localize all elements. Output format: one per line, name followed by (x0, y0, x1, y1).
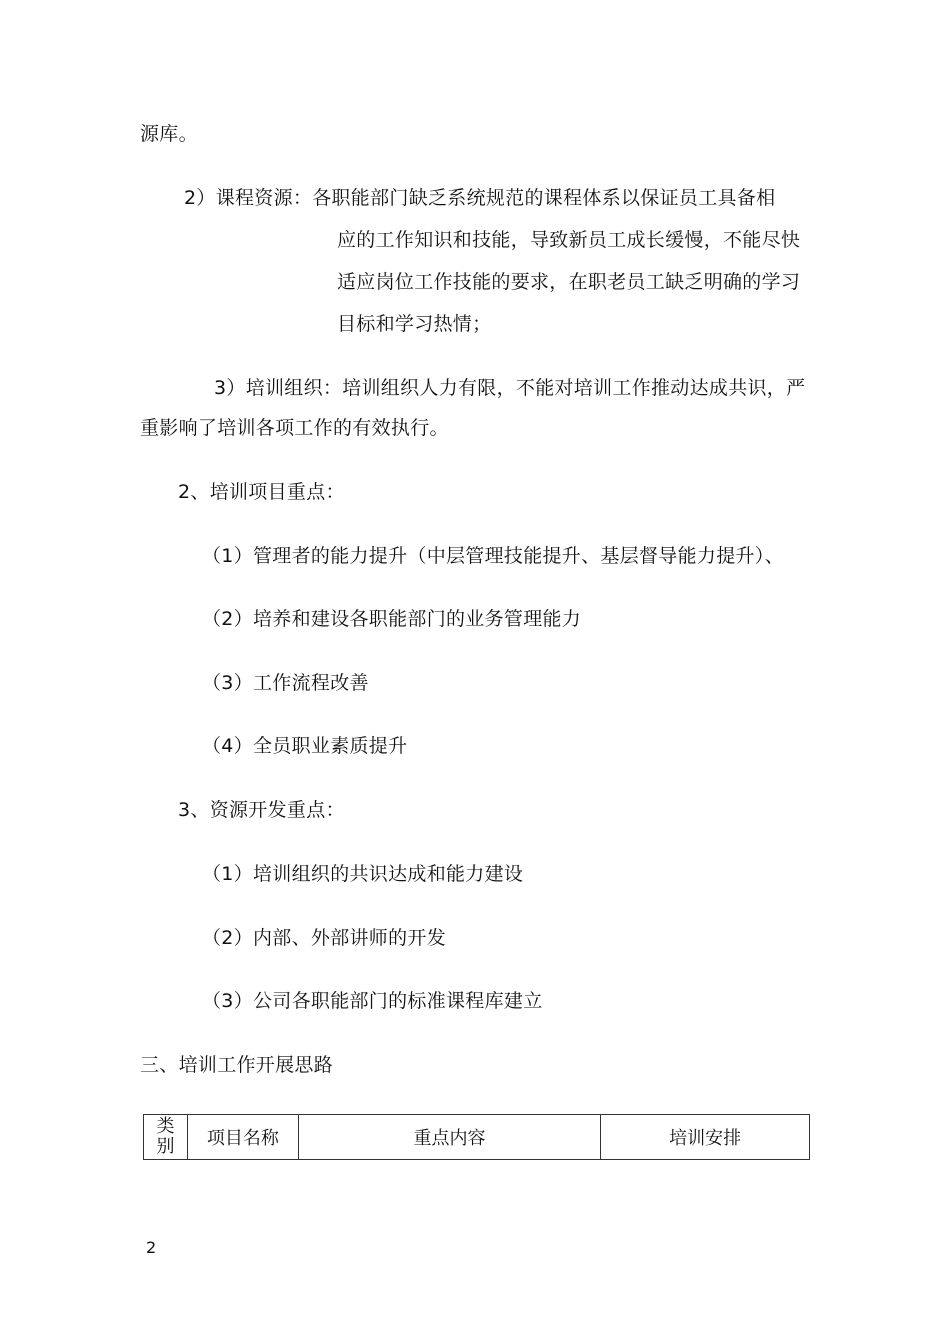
list-item-resource-2: （2）内部、外部讲师的开发 (202, 927, 446, 949)
heading-resource-development-focus: 3、资源开发重点： (178, 799, 345, 821)
paragraph-course-resources-cont-1: 应的工作知识和技能，导致新员工成长缓慢，不能尽快 (337, 229, 801, 251)
list-item-resource-3: （3）公司各职能部门的标准课程库建立 (202, 990, 543, 1012)
table-header-row (144, 1115, 810, 1160)
paragraph-course-resources-cont-2: 适应岗位工作技能的要求，在职老员工缺乏明确的学习 (337, 271, 801, 293)
header-project-name: 项目名称 (187, 1115, 298, 1160)
paragraph-course-resources-cont-3: 目标和学习热情； (337, 313, 492, 335)
paragraph-resource-library-end: 源库。 (140, 123, 198, 145)
paragraph-training-organization: 3）培训组织：培训组织人力有限，不能对培训工作推动达成共识，严 (214, 377, 806, 399)
list-item-project-3: （3）工作流程改善 (202, 672, 369, 694)
paragraph-course-resources: 2）课程资源：各职能部门缺乏系统规范的课程体系以保证员工具备相 (184, 187, 776, 209)
header-category (144, 1115, 188, 1160)
list-item-project-4: （4）全员职业素质提升 (202, 735, 408, 757)
training-plan-table (143, 1114, 810, 1160)
list-item-project-2: （2）培养和建设各职能部门的业务管理能力 (202, 608, 582, 630)
header-key-content: 重点内容 (298, 1115, 601, 1160)
header-category-line-1: 类 (156, 1116, 175, 1137)
heading-training-project-focus: 2、培训项目重点： (178, 481, 345, 503)
section-heading-training-approach: 三、培训工作开展思路 (140, 1054, 334, 1076)
list-item-project-1: （1）管理者的能力提升（中层管理技能提升、基层督导能力提升）、 (202, 545, 784, 567)
header-category-line-2: 别 (156, 1136, 175, 1157)
list-item-resource-1: （1）培训组织的共识达成和能力建设 (202, 863, 524, 885)
header-training-arrangement: 培训安排 (601, 1115, 810, 1160)
page-number: 2 (146, 1238, 157, 1257)
paragraph-training-organization-cont: 重影响了培训各项工作的有效执行。 (140, 417, 449, 439)
